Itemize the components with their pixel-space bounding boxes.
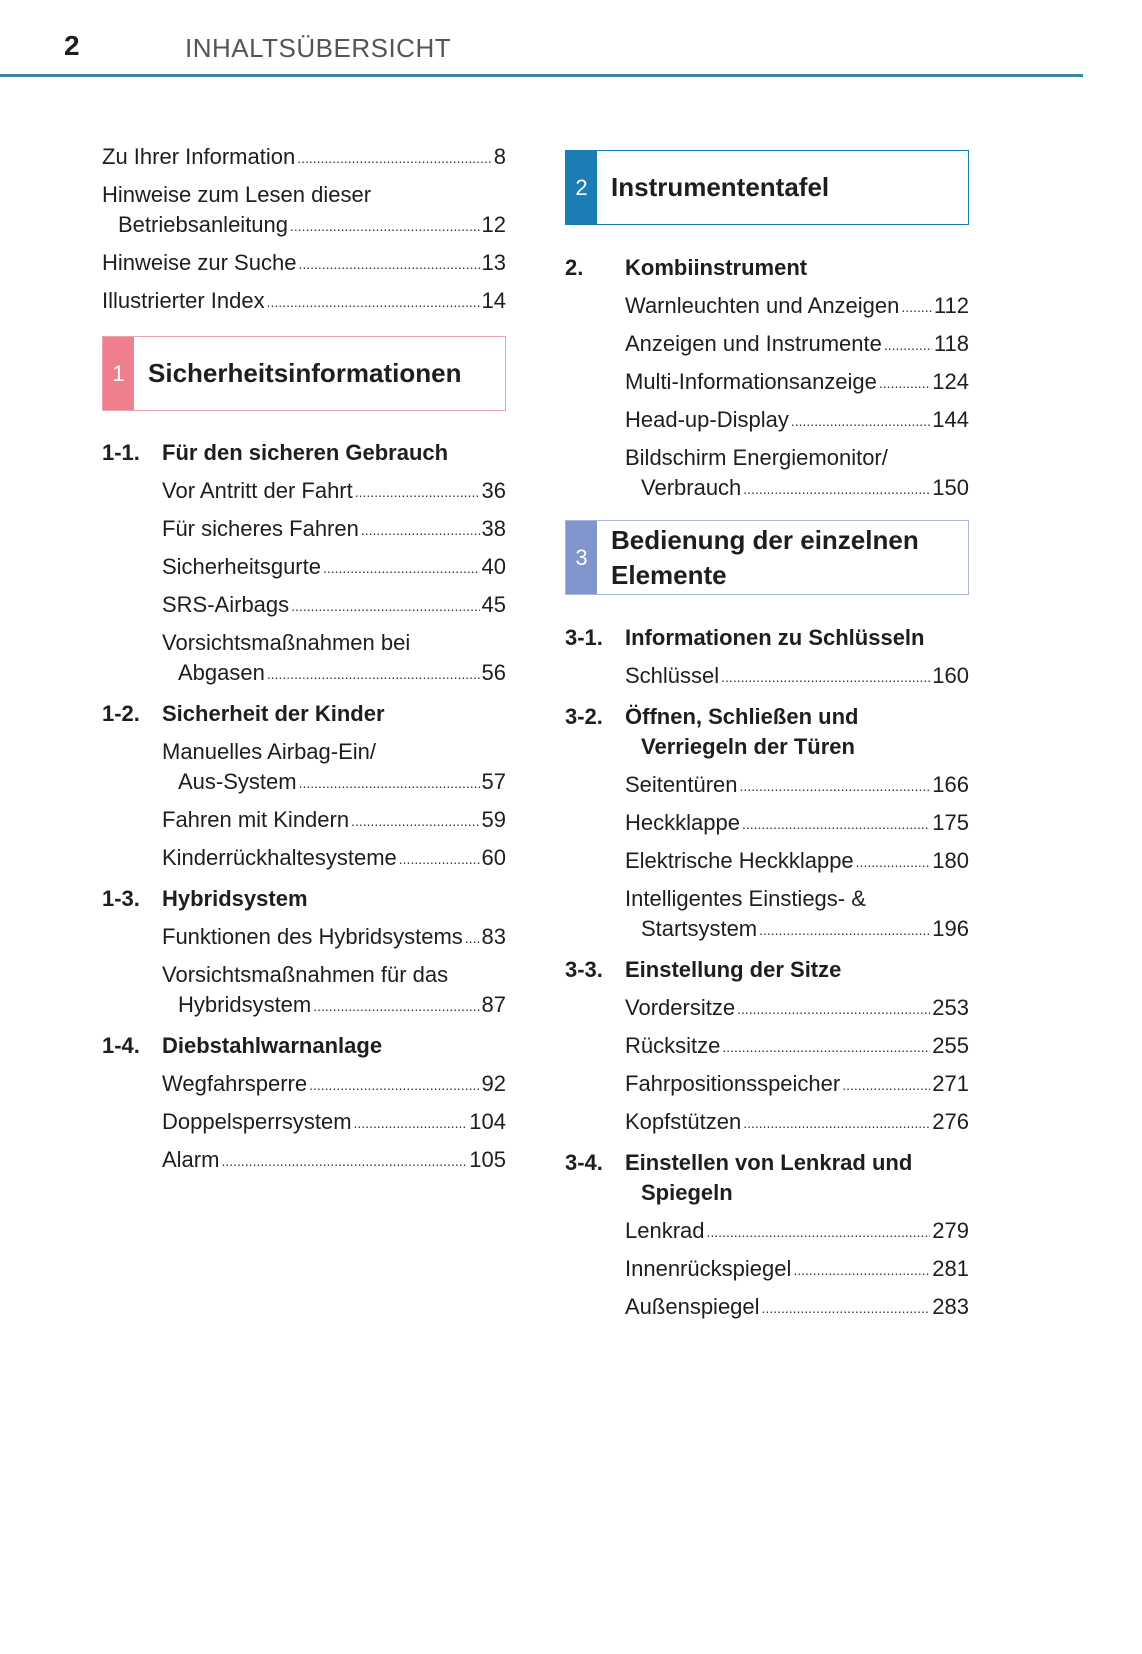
entry-line xyxy=(565,770,969,800)
dot-leader xyxy=(721,669,930,691)
chapter-title xyxy=(597,521,919,594)
dot-leader xyxy=(354,1115,468,1137)
toc-entry[interactable] xyxy=(102,620,506,688)
heading-line xyxy=(102,884,506,914)
entry-label: Doppelsperrsystem xyxy=(162,1109,352,1134)
toc-entry[interactable] xyxy=(565,762,969,800)
dot-leader xyxy=(299,775,480,797)
page-ref[interactable]: 36 xyxy=(481,478,506,503)
entry-line xyxy=(102,286,506,316)
page-ref[interactable]: 150 xyxy=(932,475,969,500)
toc-entry[interactable] xyxy=(565,876,969,944)
toc-entry[interactable] xyxy=(102,1137,506,1175)
dot-leader xyxy=(351,813,479,835)
entry-line xyxy=(565,993,969,1023)
entry-label: Abgasen xyxy=(178,660,265,685)
section-title: Sicherheit der Kinder xyxy=(162,701,385,726)
page-ref[interactable]: 283 xyxy=(932,1294,969,1319)
section-number: 3-4. xyxy=(565,1150,603,1175)
section-heading[interactable] xyxy=(565,691,969,762)
section-heading[interactable] xyxy=(565,612,969,653)
entry-line xyxy=(565,329,969,359)
entry-label: Vorsichtsmaßnahmen für das xyxy=(162,962,449,987)
dot-leader xyxy=(221,1153,467,1175)
page-ref[interactable]: 83 xyxy=(481,924,506,949)
page-ref[interactable]: 105 xyxy=(469,1147,506,1172)
entry-line xyxy=(565,1292,969,1322)
entry-label: Fahrpositionsspeicher xyxy=(625,1071,841,1096)
section-number: 1-1. xyxy=(102,440,140,465)
page-ref[interactable]: 255 xyxy=(932,1033,969,1058)
toc-entry[interactable] xyxy=(565,653,969,691)
toc-entry[interactable] xyxy=(565,321,969,359)
page-ref[interactable]: 45 xyxy=(481,592,506,617)
entry-line xyxy=(565,808,969,838)
page-ref[interactable]: 56 xyxy=(481,660,506,685)
entry-label: Kinderrückhaltesysteme xyxy=(162,845,397,870)
entry-label: Alarm xyxy=(162,1147,220,1172)
toc-entry[interactable] xyxy=(565,1246,969,1284)
toc-entry[interactable] xyxy=(565,1208,969,1246)
entry-line xyxy=(565,443,969,473)
page-ref[interactable]: 281 xyxy=(932,1256,969,1281)
heading-line xyxy=(565,253,969,283)
toc-entry[interactable] xyxy=(102,1061,506,1099)
page-ref[interactable]: 160 xyxy=(932,663,969,688)
dot-leader xyxy=(737,1001,930,1023)
dot-leader xyxy=(743,481,930,503)
entry-label: Rücksitze xyxy=(625,1033,721,1058)
chapter-number: 3 xyxy=(566,521,597,594)
page-ref[interactable]: 253 xyxy=(932,995,969,1020)
entry-line xyxy=(102,922,506,952)
dot-leader xyxy=(707,1224,931,1246)
toc-entry[interactable] xyxy=(102,797,506,835)
entry-line xyxy=(102,1069,506,1099)
dot-leader xyxy=(842,1077,930,1099)
entry-label: Hybridsystem xyxy=(178,992,312,1017)
page-ref[interactable]: 276 xyxy=(932,1109,969,1134)
entry-label: Aus-System xyxy=(178,769,297,794)
page-ref[interactable]: 112 xyxy=(933,293,969,318)
entry-line xyxy=(565,846,969,876)
dot-leader xyxy=(361,522,480,544)
toc-left-column xyxy=(102,134,506,1175)
entry-label: Kopfstützen xyxy=(625,1109,742,1134)
page-ref[interactable]: 13 xyxy=(481,250,506,275)
entry-label: Head-up-Display xyxy=(625,407,789,432)
dot-leader xyxy=(267,294,480,316)
dot-leader xyxy=(355,484,480,506)
section-heading[interactable] xyxy=(102,1020,506,1061)
toc-entry[interactable] xyxy=(565,359,969,397)
chapter-number: 1 xyxy=(103,337,134,410)
toc-entry[interactable] xyxy=(565,800,969,838)
entry-label: Illustrierter Index xyxy=(102,288,265,313)
toc-entry[interactable] xyxy=(565,283,969,321)
dot-leader xyxy=(742,816,930,838)
entry-label: Manuelles Airbag-Ein/ xyxy=(162,739,377,764)
entry-line xyxy=(102,210,506,240)
toc-entry[interactable] xyxy=(102,835,506,873)
dot-leader xyxy=(879,375,930,397)
chapter-title-line: Instrumententafel xyxy=(611,172,830,202)
entry-label: Anzeigen und Instrumente xyxy=(625,331,882,356)
dot-leader xyxy=(791,413,930,435)
dot-leader xyxy=(323,560,480,582)
entry-label: Betriebsanleitung xyxy=(118,212,289,237)
chapter-box[interactable] xyxy=(102,336,506,411)
entry-label: Innenrückspiegel xyxy=(625,1256,792,1281)
toc-entry[interactable] xyxy=(102,582,506,620)
dot-leader xyxy=(901,299,932,321)
entry-line xyxy=(102,514,506,544)
entry-line xyxy=(102,180,506,210)
page-ref[interactable]: 60 xyxy=(481,845,506,870)
page-ref[interactable]: 14 xyxy=(481,288,506,313)
dot-leader xyxy=(313,998,479,1020)
dot-leader xyxy=(309,1077,479,1099)
section-title: Öffnen, Schließen und xyxy=(625,704,859,729)
section-title: Kombiinstrument xyxy=(625,255,808,280)
section-title: Verriegeln der Türen xyxy=(641,734,855,759)
entry-label: Vordersitze xyxy=(625,995,736,1020)
dot-leader xyxy=(759,922,930,944)
heading-line xyxy=(102,699,506,729)
entry-line xyxy=(102,628,506,658)
entry-line xyxy=(565,473,969,503)
toc-entry[interactable] xyxy=(102,544,506,582)
section-title: Für den sicheren Gebrauch xyxy=(162,440,449,465)
section-title: Diebstahlwarnanlage xyxy=(162,1033,383,1058)
entry-label: Funktionen des Hybridsystems xyxy=(162,924,463,949)
entry-line xyxy=(102,843,506,873)
page-ref[interactable]: 124 xyxy=(932,369,969,394)
section-number: 1-3. xyxy=(102,886,140,911)
section-heading[interactable] xyxy=(565,242,969,283)
toc-entry[interactable] xyxy=(565,397,969,435)
page-ref[interactable]: 166 xyxy=(932,772,969,797)
section-heading[interactable] xyxy=(102,873,506,914)
entry-label: Bildschirm Energiemonitor/ xyxy=(625,445,888,470)
section-number: 1-2. xyxy=(102,701,140,726)
heading-line xyxy=(565,1178,969,1208)
entry-line xyxy=(102,476,506,506)
entry-line xyxy=(102,1145,506,1175)
entry-line xyxy=(565,367,969,397)
dot-leader xyxy=(740,778,931,800)
entry-line xyxy=(102,552,506,582)
page-ref[interactable]: 12 xyxy=(481,212,506,237)
entry-label: Heckklappe xyxy=(625,810,740,835)
entry-line xyxy=(102,960,506,990)
section-heading[interactable] xyxy=(565,1137,969,1208)
page-ref[interactable]: 104 xyxy=(469,1109,506,1134)
section-heading[interactable] xyxy=(565,944,969,985)
section-number: 3-1. xyxy=(565,625,603,650)
entry-label: Vor Antritt der Fahrt xyxy=(162,478,353,503)
dot-leader xyxy=(884,337,932,359)
page-ref[interactable]: 40 xyxy=(481,554,506,579)
entry-line xyxy=(565,405,969,435)
entry-line xyxy=(102,248,506,278)
dot-leader xyxy=(297,150,492,172)
page-ref[interactable]: 57 xyxy=(481,769,506,794)
heading-line xyxy=(102,438,506,468)
toc-entry[interactable] xyxy=(565,1099,969,1137)
page-ref[interactable]: 175 xyxy=(932,810,969,835)
section-title: Einstellen von Lenkrad und xyxy=(625,1150,913,1175)
entry-label: SRS-Airbags xyxy=(162,592,290,617)
page-ref[interactable]: 87 xyxy=(481,992,506,1017)
section-title: Einstellung der Sitze xyxy=(625,957,842,982)
entry-line xyxy=(565,661,969,691)
heading-line xyxy=(565,732,969,762)
toc-entry[interactable] xyxy=(565,1284,969,1322)
section-title: Spiegeln xyxy=(641,1180,733,1205)
page-ref[interactable]: 180 xyxy=(932,848,969,873)
entry-label: Sicherheitsgurte xyxy=(162,554,321,579)
page-ref[interactable]: 38 xyxy=(481,516,506,541)
page-ref[interactable]: 59 xyxy=(481,807,506,832)
chapter-title-line: Bedienung der einzelnen xyxy=(611,524,919,555)
entry-label: Für sicheres Fahren xyxy=(162,516,359,541)
section-number: 2. xyxy=(565,255,584,280)
entry-label: Schlüssel xyxy=(625,663,720,688)
entry-line xyxy=(565,1069,969,1099)
entry-line xyxy=(102,767,506,797)
toc-entry[interactable] xyxy=(565,985,969,1023)
entry-label: Multi-Informationsanzeige xyxy=(625,369,877,394)
heading-line xyxy=(565,702,969,732)
section-heading[interactable] xyxy=(102,688,506,729)
entry-label: Seitentüren xyxy=(625,772,738,797)
toc-entry[interactable] xyxy=(102,278,506,316)
page-ref[interactable]: 92 xyxy=(481,1071,506,1096)
section-heading[interactable] xyxy=(102,427,506,468)
entry-label: Außenspiegel xyxy=(625,1294,760,1319)
dot-leader xyxy=(298,256,479,278)
toc-entry[interactable] xyxy=(102,1099,506,1137)
toc-entry[interactable] xyxy=(565,1061,969,1099)
entry-label: Warnleuchten und Anzeigen xyxy=(625,293,900,318)
entry-line xyxy=(102,1107,506,1137)
entry-line xyxy=(102,990,506,1020)
page-title: INHALTSÜBERSICHT xyxy=(185,33,452,63)
entry-label: Lenkrad xyxy=(625,1218,705,1243)
toc-entry[interactable] xyxy=(102,240,506,278)
toc-entry[interactable] xyxy=(102,952,506,1020)
entry-line xyxy=(565,1254,969,1284)
heading-line xyxy=(565,955,969,985)
section-number: 1-4. xyxy=(102,1033,140,1058)
entry-line xyxy=(565,1031,969,1061)
toc-entry[interactable] xyxy=(102,468,506,506)
entry-label: Vorsichtsmaßnahmen bei xyxy=(162,630,411,655)
chapter-number: 2 xyxy=(566,151,597,224)
heading-line xyxy=(102,1031,506,1061)
dot-leader xyxy=(856,854,931,876)
dot-leader xyxy=(267,666,480,688)
dot-leader xyxy=(762,1300,931,1322)
toc-right-column xyxy=(565,150,969,1322)
section-title: Hybridsystem xyxy=(162,886,308,911)
chapter-title xyxy=(597,151,829,224)
header-rule xyxy=(0,74,1083,77)
toc-entry[interactable] xyxy=(102,134,506,172)
chapter-title-line: Elemente xyxy=(611,559,727,590)
entry-line xyxy=(102,142,506,172)
page-ref[interactable]: 196 xyxy=(932,916,969,941)
page-ref[interactable]: 8 xyxy=(493,144,506,169)
toc-entry[interactable] xyxy=(102,172,506,240)
entry-line xyxy=(565,1107,969,1137)
page-ref[interactable]: 271 xyxy=(932,1071,969,1096)
entry-label: Elektrische Heckklappe xyxy=(625,848,854,873)
toc-entry[interactable] xyxy=(102,914,506,952)
chapter-box[interactable] xyxy=(565,150,969,225)
entry-label: Zu Ihrer Information xyxy=(102,144,296,169)
entry-label: Startsystem xyxy=(641,916,758,941)
entry-label: Intelligentes Einstiegs- & xyxy=(625,886,866,911)
entry-line xyxy=(102,658,506,688)
entry-line xyxy=(565,914,969,944)
entry-line xyxy=(565,884,969,914)
section-number: 3-2. xyxy=(565,704,603,729)
entry-label: Wegfahrsperre xyxy=(162,1071,308,1096)
page-number: 2 xyxy=(64,30,80,61)
toc-entry[interactable] xyxy=(102,506,506,544)
toc-entry[interactable] xyxy=(565,1023,969,1061)
dot-leader xyxy=(290,218,480,240)
section-number: 3-3. xyxy=(565,957,603,982)
dot-leader xyxy=(465,930,480,952)
entry-line xyxy=(102,737,506,767)
entry-line xyxy=(102,590,506,620)
entry-label: Fahren mit Kindern xyxy=(162,807,350,832)
section-title: Informationen zu Schlüsseln xyxy=(625,625,925,650)
page-ref[interactable]: 118 xyxy=(933,331,969,356)
entry-label: Verbrauch xyxy=(641,475,742,500)
entry-line xyxy=(102,805,506,835)
entry-line xyxy=(565,291,969,321)
dot-leader xyxy=(291,598,479,620)
page-ref[interactable]: 144 xyxy=(932,407,969,432)
chapter-title xyxy=(134,337,462,410)
heading-line xyxy=(565,1148,969,1178)
dot-leader xyxy=(743,1115,930,1137)
dot-leader xyxy=(793,1262,930,1284)
dot-leader xyxy=(399,851,480,873)
entry-label: Hinweise zum Lesen dieser xyxy=(102,182,372,207)
toc-entry[interactable] xyxy=(565,838,969,876)
entry-line xyxy=(565,1216,969,1246)
page-ref[interactable]: 279 xyxy=(932,1218,969,1243)
entry-label: Hinweise zur Suche xyxy=(102,250,297,275)
chapter-title-line: Sicherheitsinformationen xyxy=(148,358,462,388)
toc-entry[interactable] xyxy=(102,729,506,797)
dot-leader xyxy=(722,1039,930,1061)
heading-line xyxy=(565,623,969,653)
toc-entry[interactable] xyxy=(565,435,969,503)
chapter-box[interactable] xyxy=(565,520,969,595)
